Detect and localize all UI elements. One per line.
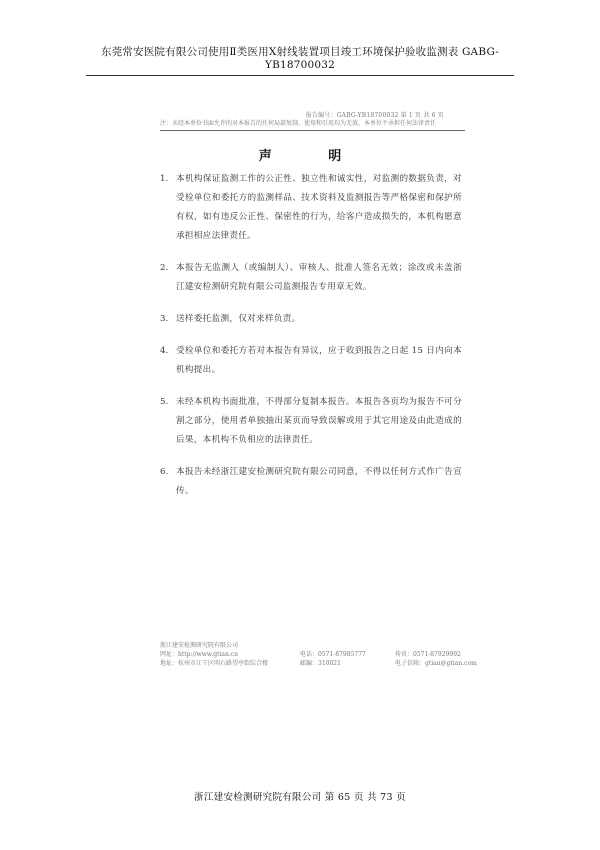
item-text: 受检单位和委托方若对本报告有异议，应于收到报告之日起 15 日内向本机构提出。 [176, 346, 462, 375]
contact-postcode: 邮编：310021 [300, 660, 341, 667]
item-number: 5. [160, 397, 169, 407]
page-footer: 浙江建安检测研究院有限公司 第 65 页 共 73 页 [194, 792, 406, 803]
declaration-list [160, 170, 462, 514]
contact-company: 浙江建安检测研究院有限公司 [160, 642, 239, 649]
copy-notice: 注：未经本单位书面允许的对本报告的任何局部复制、使用和引用均为无效，本单位不承担任何法律责任 [160, 118, 465, 131]
contact-email: 电子信箱：gtian@gtian.com [395, 660, 477, 667]
declaration-title: 声 明 [258, 149, 368, 164]
declaration-item [160, 310, 462, 329]
item-text: 本机构保证监测工作的公正性、独立性和诚实性，对监测的数据负责，对受检单位和委托方的监测样品、技术资料及监测报告等严格保密和保护所有权，如有违反公正性、保密性的行为，给客户造成损失的，本机构愿意承担相应法律责任。 [176, 174, 462, 241]
contact-address: 地址：杭州市江干区明石路望亭街综合楼 [160, 660, 269, 667]
page-header: 东莞常安医院有限公司使用Ⅱ类医用X射线装置项目竣工环境保护验收监测表 GABG-YB18700032 [86, 44, 514, 76]
item-text: 未经本机构书面批准，不得部分复制本报告。本报告各页均为报告不可分割之部分，使用者单独抽出某页而导致误解或用于其它用途及由此造成的后果，本机构不负相应的法律责任。 [176, 397, 462, 445]
declaration-item [160, 463, 462, 501]
item-text: 本报告无监测人（或编制人）、审核人、批准人签名无效；涂改或未盖浙江建安检测研究院有限公司监测报告专用章无效。 [176, 263, 462, 292]
declaration-item [160, 170, 462, 246]
item-text: 本报告未经浙江建安检测研究院有限公司同意，不得以任何方式作广告宣传。 [176, 467, 462, 496]
item-number: 1. [160, 174, 169, 184]
item-number: 2. [160, 263, 169, 273]
contact-website: 网址：http://www.gtian.cn [160, 651, 238, 658]
item-number: 6. [160, 467, 169, 477]
declaration-item [160, 342, 462, 380]
contact-block [160, 641, 500, 668]
item-text: 送样委托监测，仅对来样负责。 [176, 314, 301, 324]
declaration-item [160, 259, 462, 297]
declaration-item [160, 393, 462, 450]
item-number: 3. [160, 314, 169, 324]
contact-phone: 电话：0571-87985777 [300, 651, 366, 658]
item-number: 4. [160, 346, 169, 356]
contact-fax: 传真：0571-87929992 [395, 651, 461, 658]
report-number: 报告编号：GABG-YB18700032 第 1 页 共 6 页 [305, 112, 444, 119]
